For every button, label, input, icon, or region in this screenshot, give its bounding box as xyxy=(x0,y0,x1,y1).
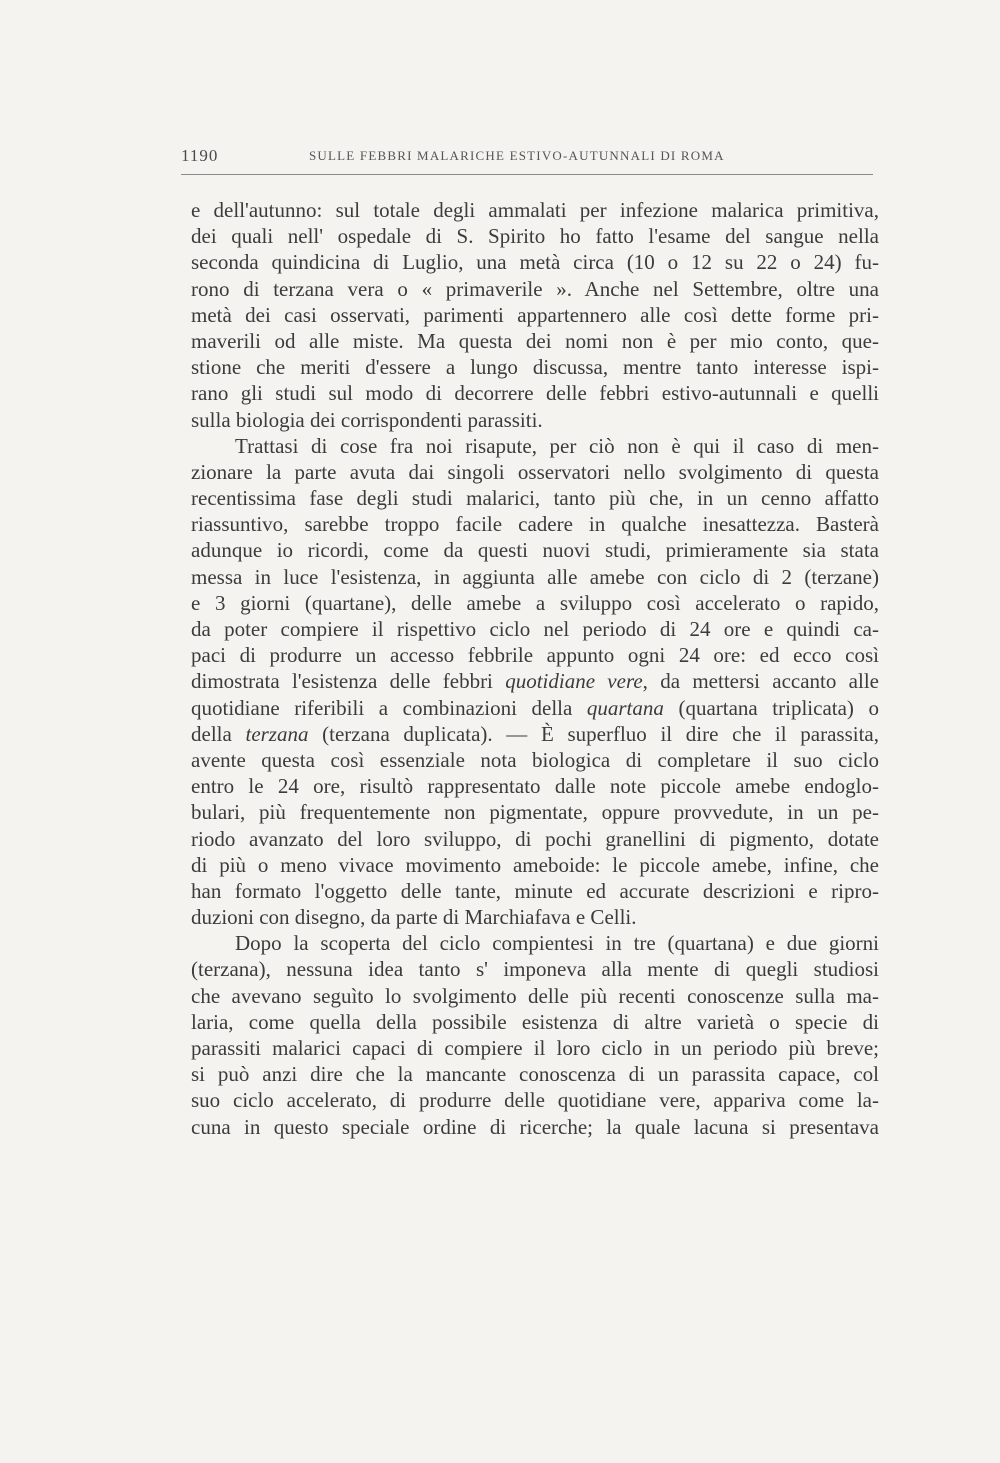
text-run: quotidiane riferibili a combinazioni della xyxy=(191,695,587,720)
text-line: e 3 giorni (quartane), delle amebe a sviluppo così accelerato o rapido, xyxy=(191,590,879,615)
text-line: parassiti malarici capaci di compiere il loro ciclo in un periodo più breve; xyxy=(191,1036,879,1060)
text-line: di più o meno vivace movimento ameboide: le piccole amebe, infine, che xyxy=(191,852,879,877)
text-line: entro le 24 ore, risultò rappresentato dalle note piccole amebe endoglo- xyxy=(191,774,879,799)
text-line: avente questa così essenziale nota biologica di completare il suo ciclo xyxy=(191,747,879,772)
text-line: duzioni con disegno, da parte di Marchiafava e Celli. xyxy=(191,905,637,930)
text-line: zionare la parte avuta dai singoli osservatori nello svolgimento di questa xyxy=(191,459,879,484)
text-line: han formato l'oggetto delle tante, minute ed accurate descrizioni e ripro- xyxy=(191,878,879,903)
text-run: della xyxy=(191,721,246,746)
italic-term: terzana xyxy=(245,721,309,746)
text-line: rono di terzana vera o « primaverile ». Anche nel Settembre, oltre una xyxy=(191,276,879,301)
text-run: (quartana triplicata) o xyxy=(663,695,879,720)
body-text xyxy=(191,197,879,1140)
paragraph-1 xyxy=(191,197,879,433)
text-line xyxy=(191,695,879,721)
text-line: metà dei casi osservati, parimenti appartennero alle così dette forme pri- xyxy=(191,302,879,327)
text-line: Dopo la scoperta del ciclo compientesi in tre (quartana) e due giorni xyxy=(235,931,879,956)
text-line: si può anzi dire che la mancante conoscenza di un parassita capace, col xyxy=(191,1062,879,1087)
text-line xyxy=(191,721,879,747)
italic-term: quotidiane vere xyxy=(505,669,643,694)
text-line: rano gli studi sul modo di decorrere delle febbri estivo-autunnali e quelli xyxy=(191,381,879,406)
text-run: , da mettersi accanto alle xyxy=(642,669,879,694)
text-line: (terzana), nessuna idea tanto s' imponeva alla mente di quegli studiosi xyxy=(191,957,879,982)
text-line: bulari, più frequentemente non pigmentate, oppure provvedute, in un pe- xyxy=(191,800,879,825)
text-run: (terzana duplicata). — È superfluo il dire che il parassita, xyxy=(308,721,879,746)
text-line: da poter compiere il rispettivo ciclo nel periodo di 24 ore e quindi ca- xyxy=(191,617,879,641)
text-line: messa in luce l'esistenza, in aggiunta alle amebe con ciclo di 2 (terzane) xyxy=(191,564,879,589)
page-number: 1190 xyxy=(181,146,219,165)
text-line: recentissima fase degli studi malarici, tanto più che, in un cenno affatto xyxy=(191,486,879,511)
text-line: seconda quindicina di Luglio, una metà circa (10 o 12 su 22 o 24) fu- xyxy=(191,250,879,275)
running-head xyxy=(181,146,873,168)
italic-term: quartana xyxy=(586,695,664,720)
text-line: Trattasi di cose fra noi risapute, per ciò non è qui il caso di men- xyxy=(235,433,879,458)
text-line: dei quali nell' ospedale di S. Spirito ho fatto l'esame del sangue nella xyxy=(191,224,879,249)
text-line: riodo avanzato del loro sviluppo, di pochi granellini di pigmento, dotate xyxy=(191,826,879,851)
text-line: laria, come quella della possibile esistenza di altre varietà o specie di xyxy=(191,1009,879,1034)
text-line: adunque io ricordi, come da questi nuovi studi, primieramente sia stata xyxy=(191,538,879,563)
text-line: cuna in questo speciale ordine di ricerche; la quale lacuna si presentava xyxy=(191,1114,879,1139)
text-line: riassuntivo, sarebbe troppo facile cadere in qualche inesattezza. Basterà xyxy=(191,512,879,537)
text-line: suo ciclo accelerato, di produrre delle quotidiane vere, appariva come la- xyxy=(191,1088,879,1113)
paragraph-2 xyxy=(191,433,879,931)
text-line xyxy=(191,668,879,694)
text-line: maverili od alle miste. Ma questa dei nomi non è per mio conto, que- xyxy=(191,328,879,353)
paragraph-3 xyxy=(191,930,879,1140)
text-line: che avevano seguìto lo svolgimento delle più recenti conoscenze sulla ma- xyxy=(191,983,879,1008)
running-title: SULLE FEBBRI MALARICHE ESTIVO-AUTUNNALI DI ROMA xyxy=(309,148,725,163)
text-line: e dell'autunno: sul totale degli ammalati per infezione malarica primitiva, xyxy=(191,198,879,222)
header-rule xyxy=(181,174,873,175)
text-line: stione che meriti d'essere a lungo discussa, mentre tanto interesse ispi- xyxy=(191,355,879,380)
text-run: dimostrata l'esistenza delle febbri xyxy=(191,669,506,694)
text-line: sulla biologia dei corrispondenti parassiti. xyxy=(191,407,543,432)
text-line: paci di produrre un accesso febbrile appunto ogni 24 ore: ed ecco così xyxy=(191,643,879,668)
